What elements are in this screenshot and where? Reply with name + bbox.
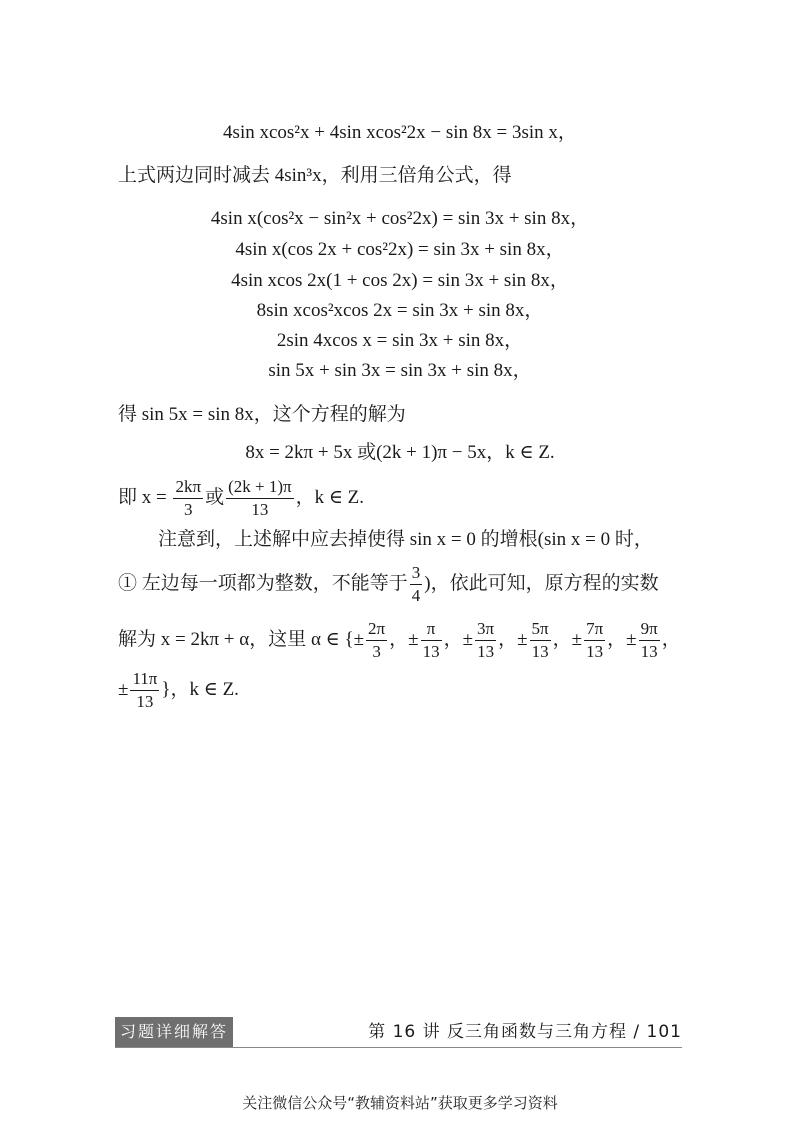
footer-divider: [115, 1047, 682, 1048]
solution-suffix: ，k ∈ Z.: [295, 486, 364, 508]
numerator: 2π: [366, 618, 387, 641]
trailing-comma: ，: [661, 628, 681, 650]
denominator: 13: [640, 642, 658, 661]
footer-chapter-title: 第 16 讲 反三角函数与三角方程 / 101: [368, 1022, 682, 1042]
separator: ，±: [498, 628, 528, 650]
bottom-watermark-note: 关注微信公众号“教辅资料站”获取更多学习资料: [242, 1094, 558, 1112]
fraction-3-4: [410, 562, 423, 607]
fraction-9pi-13: [639, 618, 660, 663]
plus-minus: ±: [118, 678, 129, 700]
text-line-9: 得 sin 5x = sin 8x，这个方程的解为: [118, 404, 406, 425]
equation-line-7: 2sin 4xcos x = sin 3x + sin 8x，: [276, 330, 524, 351]
separator: ，±: [443, 628, 474, 650]
equation-line-1: 4sin xcos²x + 4sin xcos²2x − sin 8x = 3sin x，: [223, 122, 577, 143]
denominator: 13: [477, 642, 495, 661]
text-line-14: [118, 618, 681, 663]
line13-suffix: )，依此可知，原方程的实数: [424, 572, 659, 594]
fraction-7pi-13: [584, 618, 605, 663]
numerator: 7π: [584, 618, 605, 641]
fraction-5pi-13: [530, 618, 551, 663]
connector-or: 或: [205, 486, 225, 508]
numerator: 5π: [530, 618, 551, 641]
separator: ，±: [552, 628, 583, 650]
denominator: 4: [411, 586, 421, 605]
equation-line-3: 4sin x(cos²x − sin²x + cos²2x) = sin 3x + sin 8x，: [210, 208, 590, 229]
solution-prefix: 即 x =: [118, 486, 167, 508]
fraction-pi-13: [421, 618, 442, 663]
line14-prefix: 解为 x = 2kπ + α，这里 α ∈ {±: [118, 628, 365, 650]
fraction-3pi-13: [475, 618, 496, 663]
numerator: (2k + 1)π: [226, 476, 294, 499]
solution-line-11: [118, 476, 364, 521]
numerator: 3π: [475, 618, 496, 641]
denominator: 13: [251, 500, 269, 519]
text-line-15: [118, 668, 239, 713]
separator: ，±: [389, 628, 419, 650]
numerator: π: [421, 618, 442, 641]
numerator: 2kπ: [173, 476, 203, 499]
text-line-2: 上式两边同时减去 4sin³x，利用三倍角公式，得: [118, 165, 512, 186]
equation-line-5: 4sin xcos 2x(1 + cos 2x) = sin 3x + sin 8x，: [231, 270, 569, 291]
numerator: 3: [410, 562, 423, 585]
denominator: 3: [184, 500, 193, 519]
text-line-13: [118, 562, 659, 607]
denominator: 13: [136, 692, 154, 711]
numerator: 11π: [130, 668, 159, 691]
equation-line-4: 4sin x(cos 2x + cos²2x) = sin 3x + sin 8x，: [235, 239, 565, 260]
numerator: 9π: [639, 618, 660, 641]
separator: ，±: [607, 628, 637, 650]
line13-prefix: ① 左边每一项都为整数，不能等于: [118, 572, 408, 594]
fraction-2kpi-3: [173, 476, 203, 521]
equation-line-8: sin 5x + sin 3x = sin 3x + sin 8x，: [268, 360, 532, 381]
fraction-2k1pi-13: [226, 476, 294, 521]
denominator: 13: [586, 642, 604, 661]
denominator: 3: [372, 642, 381, 661]
denominator: 13: [422, 642, 440, 661]
footer-section-badge: 习题详细解答: [115, 1017, 233, 1047]
text-line-12: 注意到，上述解中应去掉使得 sin x = 0 的增根(sin x = 0 时，: [158, 529, 653, 550]
equation-line-10: 8x = 2kπ + 5x 或(2k + 1)π − 5x，k ∈ Z.: [245, 442, 555, 463]
equation-line-6: 8sin xcos²xcos 2x = sin 3x + sin 8x，: [256, 300, 544, 321]
denominator: 13: [531, 642, 549, 661]
fraction-11pi-13: [130, 668, 159, 713]
fraction-2pi-3: [366, 618, 387, 663]
line15-suffix: }，k ∈ Z.: [161, 678, 239, 700]
